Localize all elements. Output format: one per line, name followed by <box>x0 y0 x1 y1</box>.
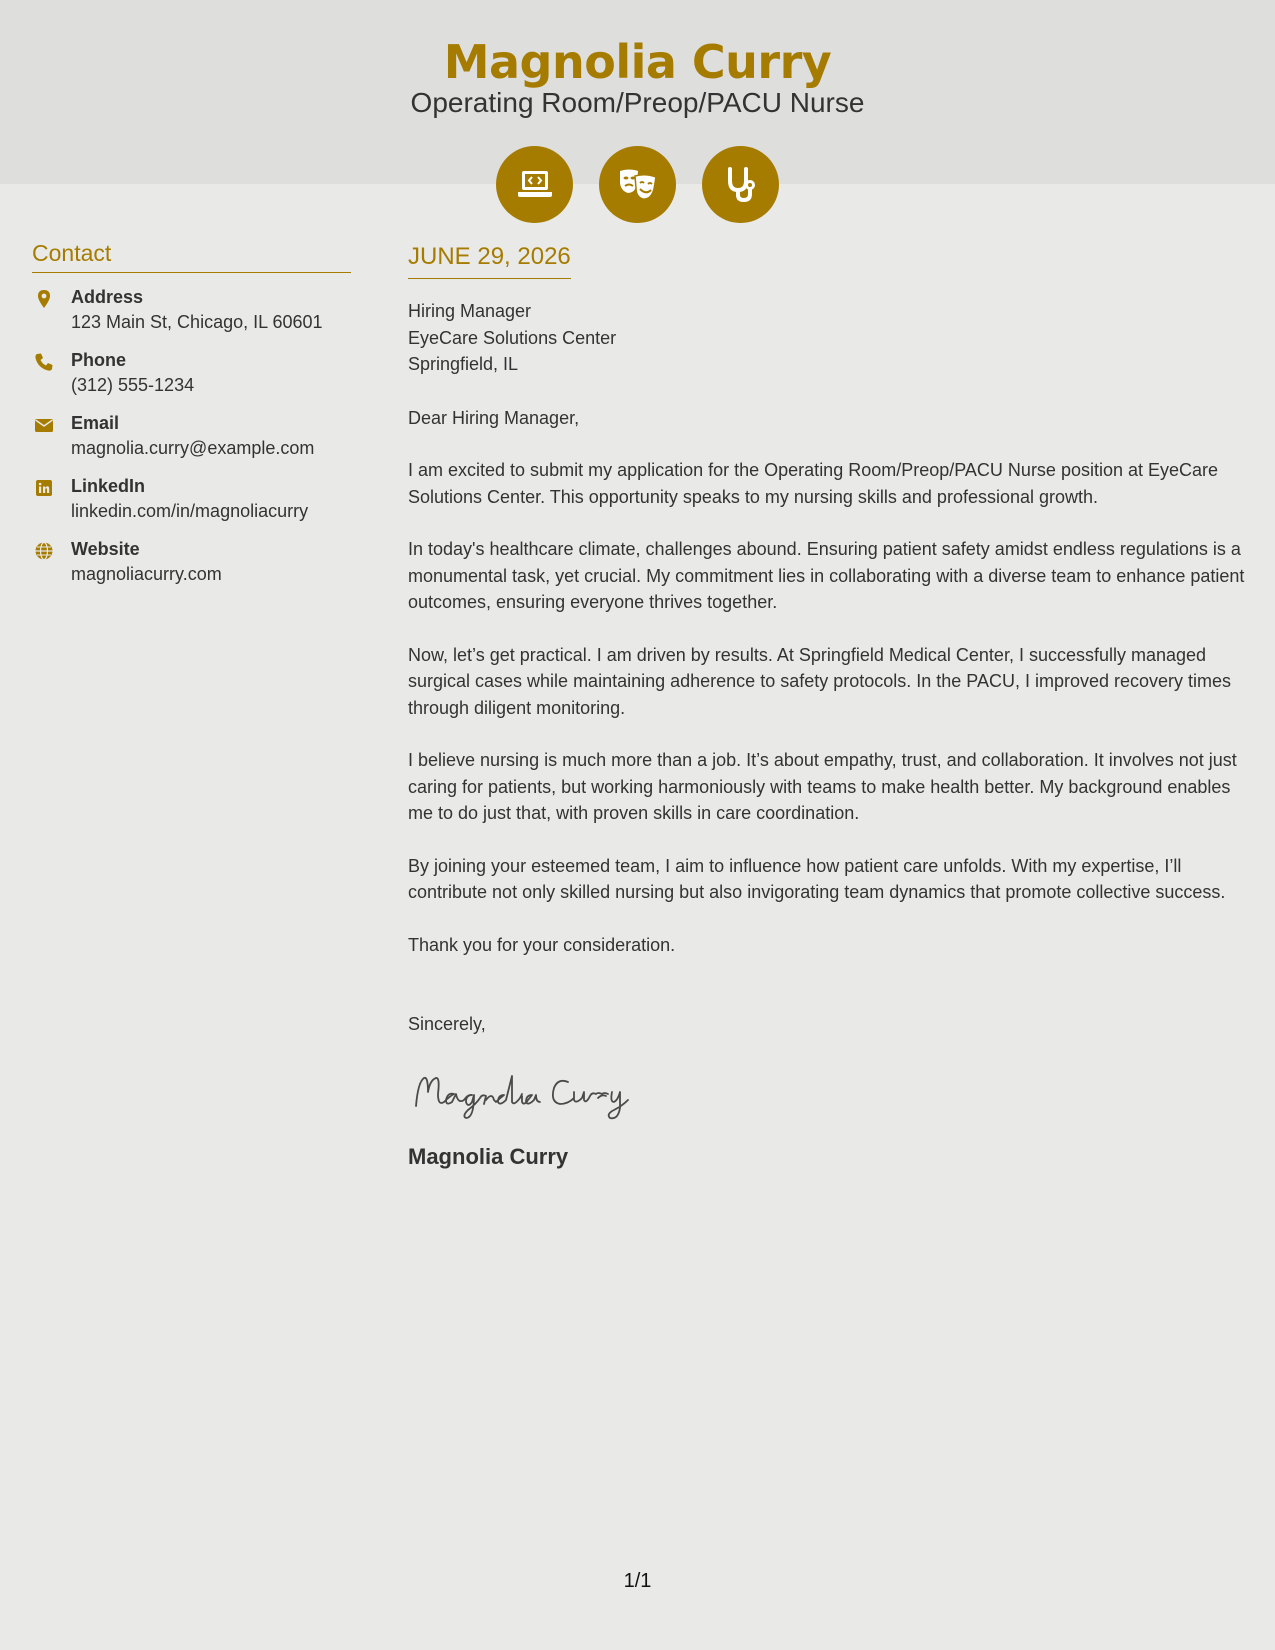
recipient-line: Springfield, IL <box>408 354 519 374</box>
phone-label: Phone <box>71 350 127 370</box>
linkedin-icon <box>34 478 54 498</box>
contact-item-address <box>32 285 351 348</box>
letter-paragraph: Now, let’s get practical. I am driven by results. At Springfield Medical Center, I successfully managed surgical cases while maintaining adherence to safety protocols. In the PACU, I improved recovery times through diligent monitoring. <box>408 644 1232 718</box>
contact-item-website <box>32 537 351 600</box>
website-label: Website <box>71 539 140 559</box>
contact-heading: Contact <box>32 238 351 273</box>
salutation: Dear Hiring Manager, <box>408 407 580 428</box>
letter-paragraph: I believe nursing is much more than a job. It’s about empathy, trust, and collaboration. It involves not just caring for patients, but working harmoniously with teams to make health better. My background enables me to do just that, with proven skills in care coordination. <box>408 750 1237 823</box>
globe-icon <box>34 541 54 561</box>
website-value[interactable]: magnoliacurry.com <box>71 564 222 584</box>
linkedin-value[interactable]: linkedin.com/in/magnoliacurry <box>71 501 309 521</box>
address-label: Address <box>71 287 144 307</box>
phone-icon <box>34 352 54 372</box>
handwritten-signature <box>408 1062 1248 1122</box>
envelope-icon <box>34 415 54 435</box>
contact-item-linkedin <box>32 474 351 537</box>
email-value[interactable]: magnolia.curry@example.com <box>71 438 315 458</box>
letter-paragraph: Thank you for your consideration. <box>408 934 676 955</box>
recipient-line: EyeCare Solutions Center <box>408 327 617 348</box>
stethoscope-icon <box>702 146 779 223</box>
header-icon-row <box>496 146 779 223</box>
contact-sidebar <box>32 238 351 600</box>
contact-list <box>32 285 351 600</box>
recipient-block <box>408 298 1248 378</box>
map-pin-icon <box>34 289 54 309</box>
signer-name: Magnolia Curry <box>408 1143 569 1169</box>
job-title: Operating Room/Preop/PACU Nurse <box>410 87 865 118</box>
contact-item-phone <box>32 348 351 411</box>
theater-masks-icon <box>599 146 676 223</box>
closing: Sincerely, <box>408 1014 486 1034</box>
applicant-name: Magnolia Curry <box>443 35 832 89</box>
recipient-line: Hiring Manager <box>408 301 532 321</box>
letter-paragraph: I am excited to submit my application for the Operating Room/Preop/PACU Nurse position at EyeCare Solutions Center. This opportunity speaks to my nursing skills and professional growth. <box>408 460 1219 507</box>
address-value: 123 Main St, Chicago, IL 60601 <box>71 312 323 332</box>
linkedin-label: LinkedIn <box>71 476 146 496</box>
page-number: 1/1 <box>623 1570 652 1592</box>
letter-date: JUNE 29, 2026 <box>408 240 571 279</box>
email-label: Email <box>71 413 120 433</box>
letter-paragraph: In today's healthcare climate, challenges abound. Ensuring patient safety amidst endless regulations is a monumental task, yet crucial. My commitment lies in collaborating with a diverse team to enhance patient outcomes, ensuring everyone thrives together. <box>408 539 1245 612</box>
contact-item-email <box>32 411 351 474</box>
laptop-code-icon <box>496 146 573 223</box>
letter-paragraph: By joining your esteemed team, I aim to influence how patient care unfolds. With my expertise, I’ll contribute not only skilled nursing but also invigorating team dynamics that promote collective success. <box>408 855 1226 902</box>
phone-value: (312) 555-1234 <box>71 375 195 395</box>
letter-body <box>408 240 1248 1172</box>
